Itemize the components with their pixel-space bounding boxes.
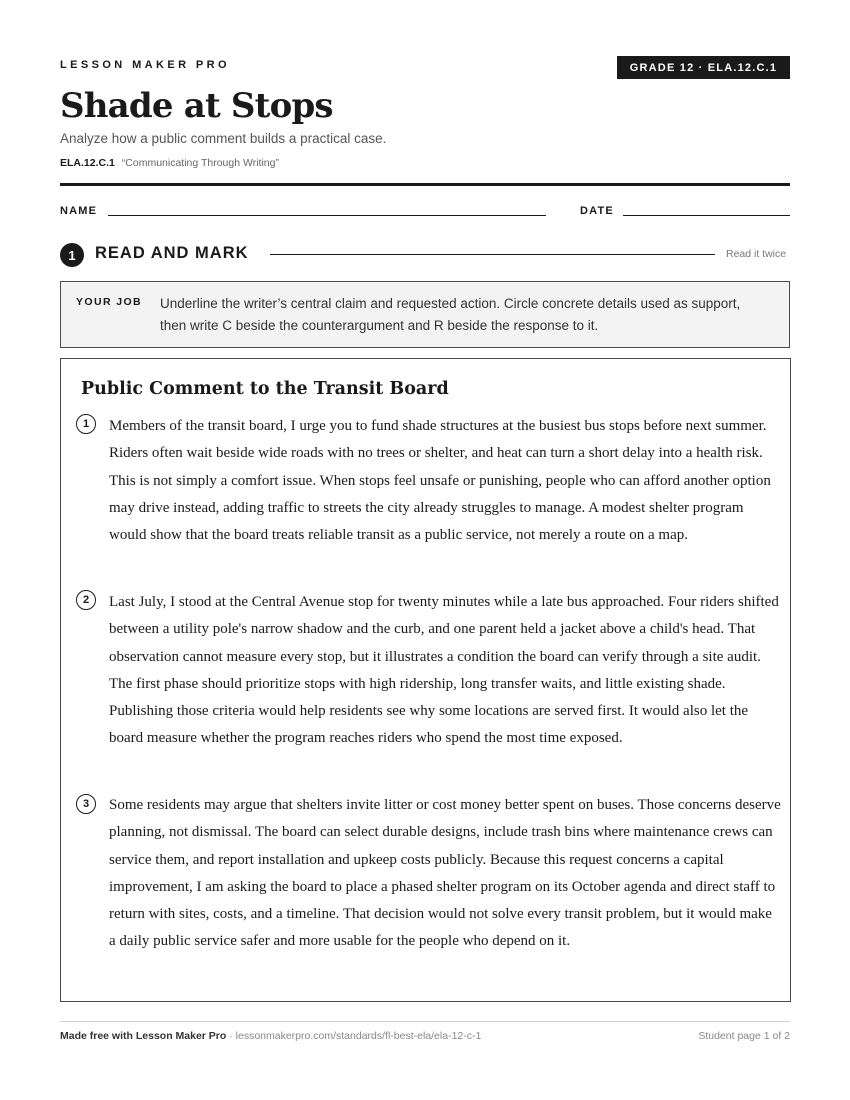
standard-code: ELA.12.C.1 [60,157,115,169]
passage-paragraph: Members of the transit board, I urge you to fund shade structures at the busiest bus stops before next summer. Riders often wait beside wide roads with no trees or shelter, and heat can turn a short delay into a health risk. This is not simply a comfort issue. When stops feel unsafe or punishing, people who can afford another option may drive instead, adding traffic to streets the city already struggles to manage. A modest shelter program would show that the board treats reliable transit as a public service, not merely a route on a map. [109,418,771,544]
footer-url[interactable]: · lessonmakerpro.com/standards/fl-best-ela/ela-12-c-1 [226,1030,482,1042]
section-title: READ AND MARK [95,244,249,262]
date-label: DATE [580,205,614,217]
name-field-line[interactable] [108,215,546,216]
paragraph-number: 2 [76,590,96,610]
section-number-badge: 1 [60,243,84,267]
passage-box [60,358,791,1002]
footer-credit [60,1030,481,1042]
grade-badge: GRADE 12 · ELA.12.C.1 [617,56,790,79]
standard-line [60,157,279,169]
name-label: NAME [60,205,98,217]
paragraph-number: 1 [76,414,96,434]
brand-name: LESSON MAKER PRO [60,59,230,71]
job-instructions-box [60,281,790,348]
passage-title: Public Comment to the Transit Board [81,379,449,399]
section-note: Read it twice [726,248,787,260]
footer-brand: Made free with Lesson Maker Pro [60,1030,227,1042]
job-label: YOUR JOB [76,296,143,308]
page-subtitle: Analyze how a public comment builds a practical case. [60,131,387,146]
header-divider [60,183,790,186]
page-indicator: Student page 1 of 2 [698,1030,790,1042]
footer-divider [60,1021,790,1022]
date-field-line[interactable] [623,215,790,216]
passage-paragraph: Last July, I stood at the Central Avenue stop for twenty minutes while a late bus approached. Four riders shifted between a utility pole's narrow shadow and the curb, and one parent held a jacket above a child's head. That observation cannot measure every stop, but it illustrates a condition the board can verify through a site audit. The first phase should prioritize stops with high ridership, long transfer waits, and little existing shade. Publishing those criteria would help residents see why some locations are served first. It would also let the board measure whether the program reaches riders who spend the most time exposed. [109,594,779,747]
section-divider [270,254,715,255]
passage-paragraph: Some residents may argue that shelters invite litter or cost money better spent on buses. Those concerns deserve planning, not dismissal. The board can select durable designs, include trash bins where maintenance crews can service them, and report installation and upkeep costs publicly. Because this request concerns a capital improvement, I am asking the board to place a phased shelter program on its October agenda and direct staff to return with sites, costs, and a timeline. That decision would not solve every transit problem, but it would make a daily public service safer and more usable for the people who depend on it. [109,797,781,950]
standard-name: “Communicating Through Writing” [121,157,279,169]
job-text: Underline the writer’s central claim and requested action. Circle concrete details used as support, then write C beside the counterargument and R beside the response to it. [160,296,741,333]
page-title: Shade at Stops [60,86,333,126]
paragraph-number: 3 [76,794,96,814]
